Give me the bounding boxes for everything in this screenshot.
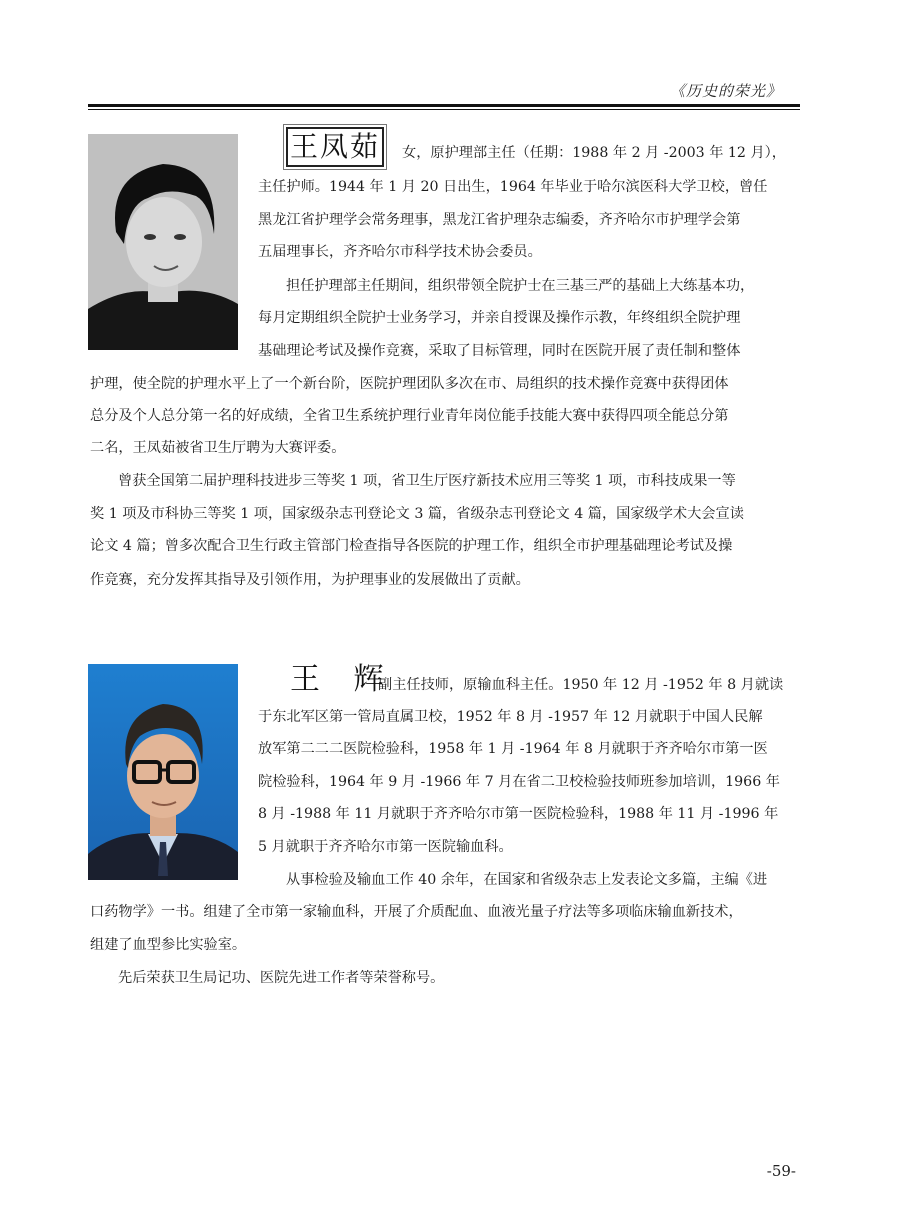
person2-line-7: 从事检验及输血工作 40 余年，在国家和省级杂志上发表论文多篇，主编《进 xyxy=(286,872,768,888)
person1-line-4: 五届理事长，齐齐哈尔市科学技术协会委员。 xyxy=(258,244,542,260)
person1-line-5: 担任护理部主任期间，组织带领全院护士在三基三严的基础上大练基本功， xyxy=(286,278,755,294)
person2-line-5: 8 月 -1988 年 11 月就职于齐齐哈尔市第一医院检验科，1988 年 11 月 -1996 年 xyxy=(258,806,779,822)
person2-line-6: 5 月就职于齐齐哈尔市第一医院输血科。 xyxy=(258,839,513,855)
person2-name: 王 辉 xyxy=(290,662,396,697)
person2-line-8: 口药物学》一书。组建了全市第一家输血科，开展了介质配血、血液光量子疗法等多项临床输血新技术， xyxy=(90,904,743,920)
person1-line-10: 二名，王凤茹被省卫生厅聘为大赛评委。 xyxy=(90,440,346,456)
person1-line-12: 奖 1 项及市科协三等奖 1 项，国家级杂志刊登论文 3 篇，省级杂志刊登论文 4 篇，国家级学术大会宣读 xyxy=(90,506,744,522)
person2-line-1: 副主任技师，原输血科主任。1950 年 12 月 -1952 年 8 月就读 xyxy=(378,677,784,693)
header-rule-thick xyxy=(88,104,800,107)
person2-line-2: 于东北军区第一管局直属卫校，1952 年 8 月 -1957 年 12 月就职于中国人民解 xyxy=(258,709,763,725)
page-number: -59- xyxy=(766,1162,796,1180)
person1-line-2: 主任护师。1944 年 1 月 20 日出生，1964 年毕业于哈尔滨医科大学卫校，曾任 xyxy=(258,179,768,195)
portrait-photo-man xyxy=(88,664,238,880)
person1-line-8: 护理，使全院的护理水平上了一个新台阶，医院护理团队多次在市、局组织的技术操作竞赛中获得团体 xyxy=(90,376,729,392)
person2-line-10: 先后荣获卫生局记功、医院先进工作者等荣誉称号。 xyxy=(118,970,445,986)
portrait-photo-woman xyxy=(88,134,238,350)
person1-name: 王凤茹 xyxy=(286,127,384,167)
person1-line-1: 女，原护理部主任（任期：1988 年 2 月 -2003 年 12 月）， xyxy=(402,145,786,161)
person1-line-3: 黑龙江省护理学会常务理事，黑龙江省护理杂志编委，齐齐哈尔市护理学会第 xyxy=(258,212,741,228)
person2-line-9: 组建了血型参比实验室。 xyxy=(90,937,247,953)
person2-line-4: 院检验科，1964 年 9 月 -1966 年 7 月在省二卫校检验技师班参加培训，1966 年 xyxy=(258,774,780,790)
person2-line-3: 放军第二二二医院检验科，1958 年 1 月 -1964 年 8 月就职于齐齐哈尔市第一医 xyxy=(258,741,768,757)
person1-line-7: 基础理论考试及操作竞赛，采取了目标管理，同时在医院开展了责任制和整体 xyxy=(258,343,741,359)
person1-line-14: 作竞赛，充分发挥其指导及引领作用，为护理事业的发展做出了贡献。 xyxy=(90,572,530,588)
person1-line-13: 论文 4 篇；曾多次配合卫生行政主管部门检查指导各医院的护理工作，组织全市护理基础理论考试及操 xyxy=(90,538,733,554)
header-rule-thin xyxy=(88,109,800,110)
person1-line-11: 曾获全国第二届护理科技进步三等奖 1 项，省卫生厅医疗新技术应用三等奖 1 项，市科技成果一等 xyxy=(118,473,736,489)
header-title: 《历史的荣光》 xyxy=(669,82,782,100)
person1-line-6: 每月定期组织全院护士业务学习，并亲自授课及操作示教，年终组织全院护理 xyxy=(258,310,741,326)
person1-line-9: 总分及个人总分第一名的好成绩，全省卫生系统护理行业青年岗位能手技能大赛中获得四项全能总分第 xyxy=(90,408,729,424)
